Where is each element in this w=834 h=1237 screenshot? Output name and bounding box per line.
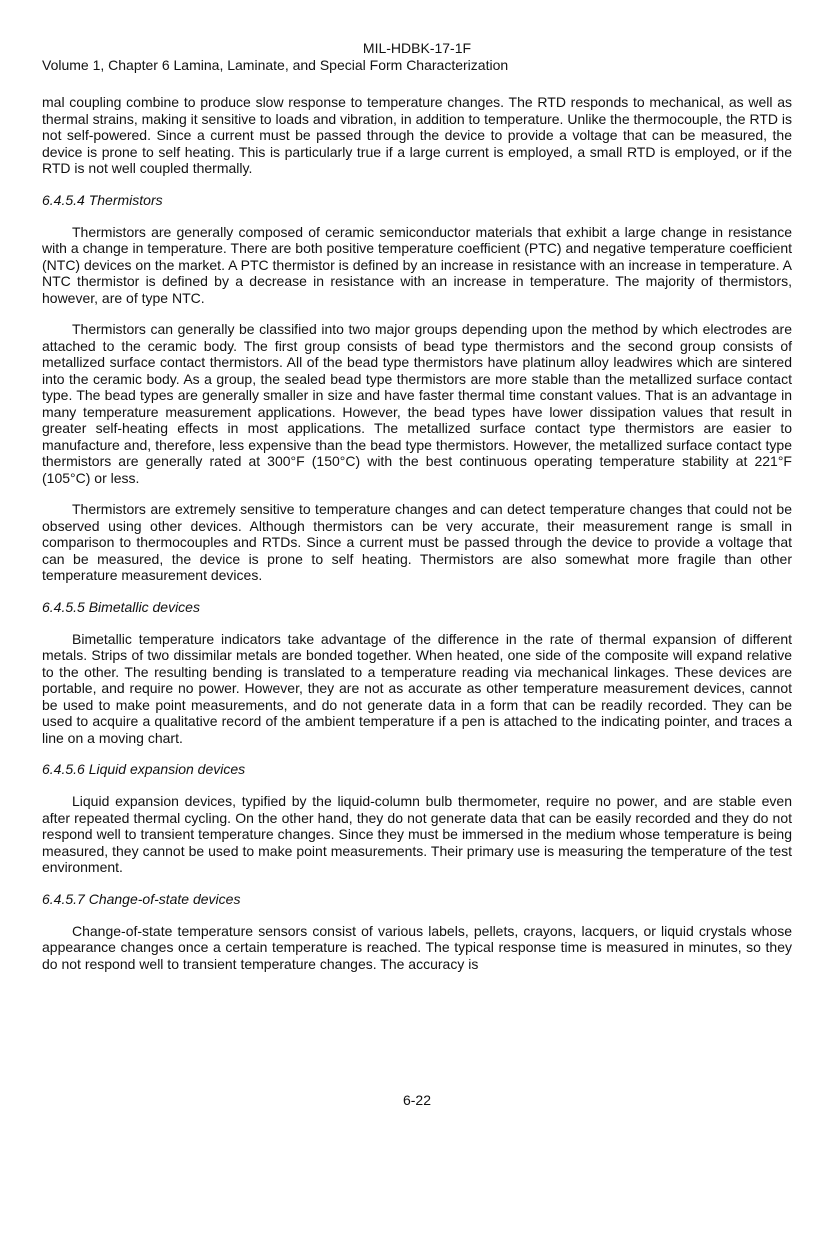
page-body xyxy=(42,94,792,987)
paragraph-thermistors-intro: Thermistors are generally composed of ceramic semiconductor materials that exhibit a large change in resistance with a change in temperature. There are both positive temperature coefficient (PTC) and negative temperature coefficient (NTC) devices on the market. A PTC thermistor is defined by an increase in resistance with an increase in temperature. A NTC thermistor is defined by a decrease in resistance with an increase in temperature. The majority of thermistors, however, are of type NTC. xyxy=(42,223,792,306)
section-heading-thermistors: 6.4.5.4 Thermistors xyxy=(42,191,163,208)
paragraph-liquid-expansion: Liquid expansion devices, typified by the liquid-column bulb thermometer, require no power, and are stable even after repeated thermal cycling. On the other hand, they do not generate data that can be easily recorded and they do not respond well to transient temperature changes. Since they must be immersed in the medium whose temperature is being measured, they cannot be used to make point measurements. Their primary use is measuring the temperature of the test environment. xyxy=(42,793,792,875)
paragraph-change-of-state: Change-of-state temperature sensors consist of various labels, pellets, crayons, lacquers, or liquid crystals whose appearance changes once a certain temperature is reached. The typical response time is measured in minutes, so they do not respond well to transient temperature changes. The accuracy is xyxy=(42,922,792,972)
section-heading-change-of-state: 6.4.5.7 Change-of-state devices xyxy=(42,890,241,907)
section-heading-liquid-expansion: 6.4.5.6 Liquid expansion devices xyxy=(42,761,246,777)
paragraph-bimetallic: Bimetallic temperature indicators take advantage of the difference in the rate of thermal expansion of different metals. Strips of two dissimilar metals are bonded together. When heated, one side of the composite will expand relative to the other. The resulting bending is translated to a temperature reading via mechanical linkages. These devices are portable, and require no power. However, they are not as accurate as other temperature measurement devices, cannot be used to make point measurements, and do not generate data in a form that can be readily recorded. They can be used to acquire a qualitative record of the ambient temperature if a pen is attached to the indicating pointer, and traces a line on a moving chart. xyxy=(42,630,792,746)
paragraph-thermistors-sensitivity: Thermistors are extremely sensitive to temperature changes and can detect temperature changes that could not be observed using other devices. Although thermistors can be very accurate, their measurement range is small in comparison to thermocouples and RTDs. Since a current must be passed through the device to provide a voltage that can be measured, the device is prone to self heating. Thermistors are also somewhat more fragile than other temperature measurement devices. xyxy=(42,501,792,583)
paragraph-rtd-continued: mal coupling combine to produce slow response to temperature changes. The RTD responds to mechanical, as well as thermal strains, making it sensitive to loads and vibration, in addition to temperature. Unlike the thermocouple, the RTD is not self-powered. Since a current must be passed through the device to provide a voltage that can be measured, the device is prone to self heating. This is particularly true if a large current is employed, a small RTD is employed, or if the RTD is not well coupled thermally. xyxy=(42,94,792,176)
paragraph-thermistors-groups: Thermistors can generally be classified into two major groups depending upon the method by which electrodes are attached to the ceramic body. The first group consists of bead type thermistors and the second group consists of metallized surface contact thermistors. All of the bead type thermistors have platinum alloy leadwires which are sintered into the ceramic body. As a group, the sealed bead type thermistors are more stable than the metallized surface contact type. The bead types are generally smaller in size and have faster thermal time constant values. That is an advantage in many temperature measurement applications. However, the bead types have lower dissipation values that result in greater self-heating effects in most applications. The metallized surface contact type thermistors are easier to manufacture and, therefore, less expensive than the bead type thermistors. However, the metallized surface contact type thermistors are generally rated at 300°F (150°C) with the best continuous operating temperature stability at 221°F (105°C) or less. xyxy=(42,321,792,486)
page-number: 6-22 xyxy=(402,1092,432,1108)
document-id: MIL-HDBK-17-1F xyxy=(362,40,472,56)
chapter-title: Volume 1, Chapter 6 Lamina, Laminate, and Special Form Characterization xyxy=(42,57,509,73)
section-heading-bimetallic: 6.4.5.5 Bimetallic devices xyxy=(42,598,200,615)
page-header xyxy=(42,40,792,74)
